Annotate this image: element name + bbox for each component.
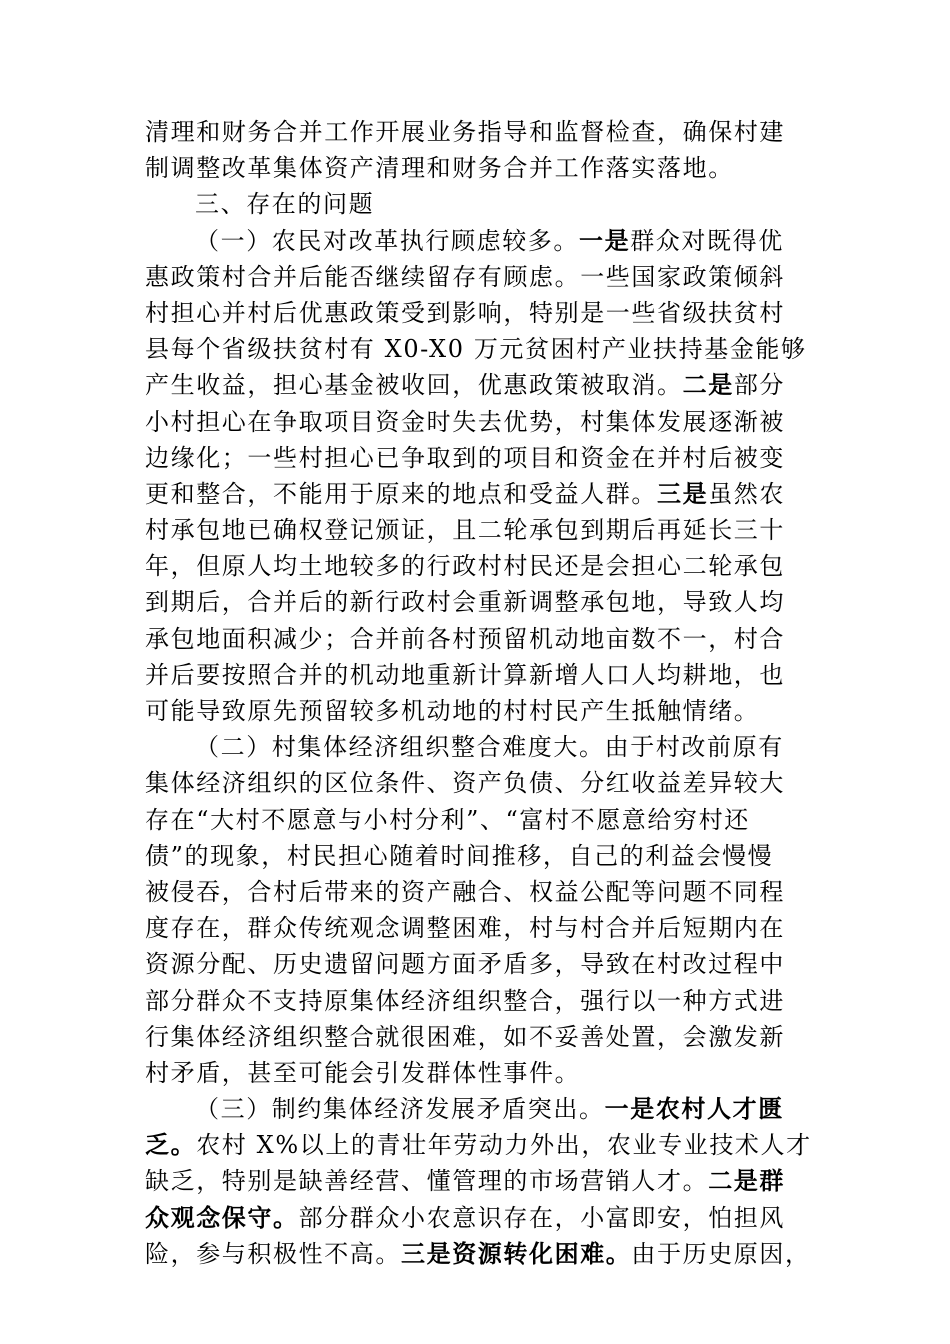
text-segment: 清理和财务合并工作开展业务指导和监督检查，确保村建 <box>145 118 785 146</box>
text-segment: 虽然农 <box>708 479 786 508</box>
text-line <box>145 1236 810 1272</box>
text-line <box>145 1055 810 1091</box>
text-segment: 产生收益，担心基金被收回，优惠政策被取消。 <box>145 371 683 400</box>
bold-phrase: 一是 <box>579 225 631 255</box>
text-segment: 债”的现象，村民担心随着时间推移，自己的利益会慢慢 <box>145 841 774 870</box>
section-heading <box>145 186 810 222</box>
text-segment: 县每个省级扶贫村有 X0-X0 万元贫困村产业扶持基金能够 <box>145 335 807 364</box>
text-segment: 农村 X%以上的青壮年劳动力外出，农业专业技术人才 <box>196 1131 812 1160</box>
text-segment: 被侵吞，合村后带来的资产融合、权益公配等问题不同程 <box>145 877 785 906</box>
text-segment: 制调整改革集体资产清理和财务合并工作落实落地。 <box>145 154 734 183</box>
bold-phrase: 三是 <box>657 478 709 508</box>
text-segment: （三）制约集体经济发展矛盾突出。 <box>195 1095 605 1124</box>
text-segment: 险，参与积极性不高。 <box>145 1239 401 1268</box>
text-segment: 行集体经济组织整合就很困难，如不妥善处置，会激发新 <box>145 1022 785 1051</box>
bold-phrase: 二是群 <box>708 1166 786 1196</box>
text-line <box>145 983 810 1019</box>
text-line <box>145 331 810 367</box>
text-segment: 可能导致原先预留较多机动地的村村民产生抵触情绪。 <box>145 697 760 725</box>
text-line <box>145 512 810 548</box>
text-line <box>145 729 810 765</box>
text-line <box>145 657 810 693</box>
text-line <box>145 1163 810 1199</box>
text-segment: 部分群众小农意识存在，小富即安，怕担风 <box>298 1203 786 1232</box>
bold-phrase: 乏。 <box>145 1130 197 1160</box>
text-line <box>145 476 810 512</box>
text-line <box>145 910 810 946</box>
text-line <box>145 1127 810 1163</box>
text-segment: 村担心并村后优惠政策受到影响，特别是一些省级扶贫村 <box>145 298 785 327</box>
text-line <box>145 114 810 150</box>
text-line <box>145 440 810 476</box>
text-line <box>145 259 810 295</box>
text-line <box>145 548 810 584</box>
text-line <box>145 765 810 801</box>
bold-phrase: 二是 <box>682 370 734 400</box>
text-segment: 度存在，群众传统观念调整困难，村与村合并后短期内在 <box>145 914 785 943</box>
bold-phrase: 三是资源转化困难。 <box>401 1238 632 1268</box>
text-segment: 缺乏，特别是缺善经营、懂管理的市场营销人才。 <box>145 1167 709 1196</box>
text-line <box>145 1200 810 1236</box>
text-segment: 惠政策村合并后能否继续留存有顾虑。一些国家政策倾斜 <box>145 262 785 291</box>
text-segment: （一）农民对改革执行顾虑较多。 <box>195 226 579 255</box>
text-line <box>145 1019 810 1055</box>
text-line <box>145 693 810 729</box>
text-line <box>145 295 810 331</box>
text-segment: 资源分配、历史遗留问题方面矛盾多，导致在村改过程中 <box>145 950 785 979</box>
text-line <box>145 404 810 440</box>
text-line <box>145 584 810 620</box>
text-segment: 到期后，合并后的新行政村会重新调整承包地，导致人均 <box>145 588 785 617</box>
text-segment: 集体经济组织的区位条件、资产负债、分红收益差异较大 <box>145 769 785 798</box>
text-segment: 群众对既得优 <box>630 226 784 255</box>
text-segment: 更和整合，不能用于原来的地点和受益人群。 <box>145 479 657 508</box>
text-line <box>145 621 810 657</box>
text-segment: 由于历史原因， <box>631 1239 811 1268</box>
body-text <box>145 114 810 1272</box>
text-line <box>145 838 810 874</box>
bold-phrase: 一是农村人才匮 <box>604 1094 784 1124</box>
text-segment: 村承包地已确权登记颁证，且二轮承包到期后再延长三十 <box>145 516 785 545</box>
text-segment: 村矛盾，甚至可能会引发群体性事件。 <box>145 1058 581 1087</box>
text-segment: 三、存在的问题 <box>195 190 375 219</box>
text-line <box>145 1091 810 1127</box>
text-line <box>145 874 810 910</box>
text-segment: 小村担心在争取项目资金时失去优势，村集体发展逐渐被 <box>145 407 785 436</box>
text-segment: 存在“大村不愿意与小村分利”、“富村不愿意给穷村还 <box>145 805 750 834</box>
text-line <box>145 150 810 186</box>
text-line <box>145 223 810 259</box>
bold-phrase: 众观念保守。 <box>145 1202 299 1232</box>
text-segment: 部分群众不支持原集体经济组织整合，强行以一种方式进 <box>145 986 785 1015</box>
text-segment: （二）村集体经济组织整合难度大。由于村改前原有 <box>195 733 784 762</box>
text-segment: 部分 <box>733 371 786 400</box>
text-segment: 承包地面积减少；合并前各村预留机动地亩数不一，村合 <box>145 624 785 653</box>
text-segment: 并后要按照合并的机动地重新计算新增人口人均耕地，也 <box>145 660 785 689</box>
text-segment: 边缘化；一些村担心已争取到的项目和资金在并村后被变 <box>145 443 785 472</box>
text-segment: 年，但原人均土地较多的行政村村民还是会担心二轮承包 <box>145 552 785 581</box>
text-line <box>145 367 810 403</box>
text-line <box>145 946 810 982</box>
text-line <box>145 802 810 838</box>
